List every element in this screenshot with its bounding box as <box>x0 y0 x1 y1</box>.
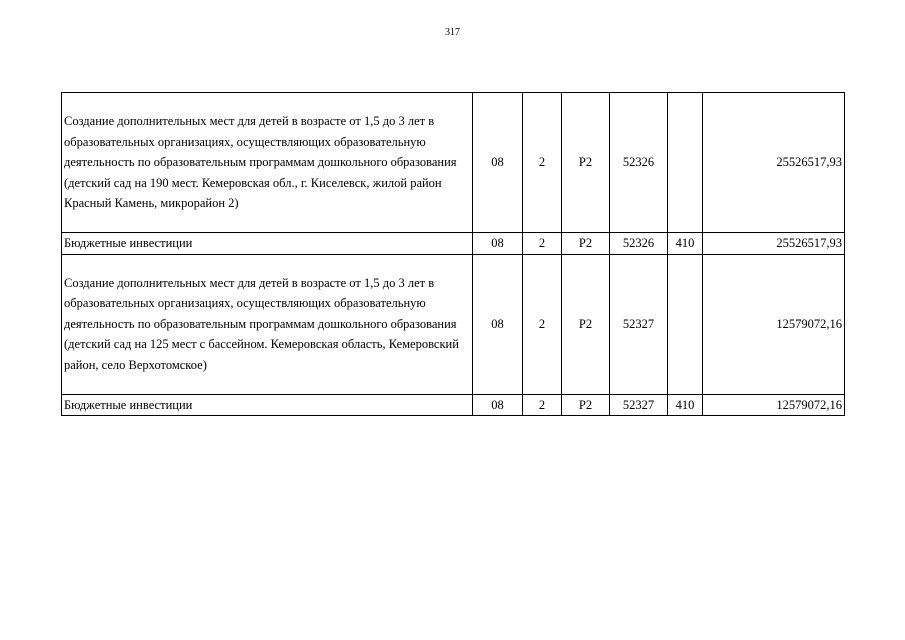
subsection-code-cell: 2 <box>523 93 562 233</box>
section-code-cell: 08 <box>473 93 523 233</box>
budget-table <box>61 92 845 416</box>
expense-type-cell: 410 <box>668 394 703 416</box>
program-code-cell: Р2 <box>562 93 610 233</box>
program-code-cell: Р2 <box>562 394 610 416</box>
row-name-cell: Бюджетные инвестиции <box>62 233 473 255</box>
direction-code-cell: 52326 <box>610 233 668 255</box>
subsection-code-cell: 2 <box>523 233 562 255</box>
expense-type-cell <box>668 93 703 233</box>
direction-code-cell: 52327 <box>610 254 668 394</box>
amount-cell: 12579072,16 <box>703 254 845 394</box>
expense-type-cell <box>668 254 703 394</box>
amount-cell: 25526517,93 <box>703 93 845 233</box>
table-row <box>62 394 845 416</box>
program-code-cell: Р2 <box>562 254 610 394</box>
row-name-cell: Создание дополнительных мест для детей в возрасте от 1,5 до 3 лет в образовательных организациях, осуществляющих образовательную деятельность по образовательным программам дошкольного образования (детский сад на 190 мест. Кемеровская обл., г. Киселевск, жилой район Красный Камень, микрорайон 2) <box>62 93 473 233</box>
program-code-cell: Р2 <box>562 233 610 255</box>
section-code-cell: 08 <box>473 254 523 394</box>
row-name-cell: Создание дополнительных мест для детей в возрасте от 1,5 до 3 лет в образовательных организациях, осуществляющих образовательную деятельность по образовательным программам дошкольного образования (детский сад на 125 мест с бассейном. Кемеровская область, Кемеровский район, село Верхотомское) <box>62 254 473 394</box>
table-row <box>62 93 845 233</box>
row-name-cell: Бюджетные инвестиции <box>62 394 473 416</box>
subsection-code-cell: 2 <box>523 394 562 416</box>
page-number: 317 <box>445 27 460 38</box>
expense-type-cell: 410 <box>668 233 703 255</box>
amount-cell: 12579072,16 <box>703 394 845 416</box>
section-code-cell: 08 <box>473 394 523 416</box>
table-row <box>62 233 845 255</box>
amount-cell: 25526517,93 <box>703 233 845 255</box>
table-row <box>62 254 845 394</box>
section-code-cell: 08 <box>473 233 523 255</box>
direction-code-cell: 52326 <box>610 93 668 233</box>
subsection-code-cell: 2 <box>523 254 562 394</box>
direction-code-cell: 52327 <box>610 394 668 416</box>
